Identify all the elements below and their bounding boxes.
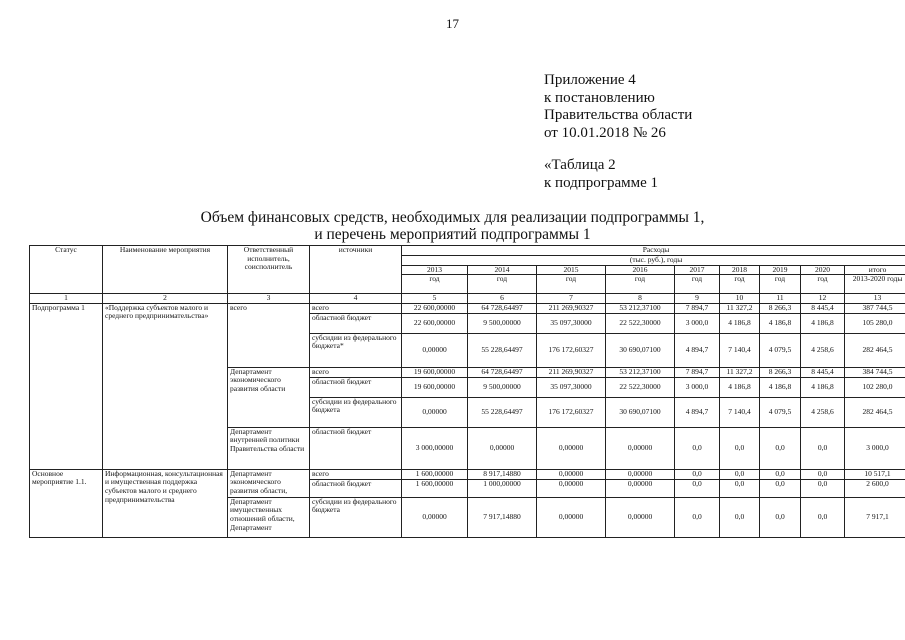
event-name-cell: «Поддержка субъектов малого и среднего предпринимательства»: [103, 303, 228, 469]
responsible-cell: всего: [228, 303, 310, 367]
table-row: [30, 303, 905, 313]
value-cell: 0,00000: [537, 427, 606, 469]
value-cell: 0,00000: [606, 469, 675, 479]
page-number: 17: [446, 16, 459, 31]
value-cell: 8 266,3: [760, 367, 801, 377]
source-cell: субсидии из федерального бюджета: [310, 497, 402, 537]
responsible-cell: Департамент экономического развития области: [228, 367, 310, 427]
value-cell: 211 269,90327: [537, 303, 606, 313]
value-cell: 7 917,14880: [468, 497, 537, 537]
header-year: 2013: [402, 265, 468, 275]
value-cell: 4 186,8: [760, 313, 801, 333]
value-cell: 53 212,37100: [606, 367, 675, 377]
value-cell: 0,0: [720, 427, 760, 469]
value-cell: 11 327,2: [720, 367, 760, 377]
value-cell: 4 894,7: [675, 397, 720, 427]
value-cell: 35 097,30000: [537, 377, 606, 397]
value-cell: 1 000,00000: [468, 479, 537, 497]
value-cell: 22 522,30000: [606, 377, 675, 397]
value-cell: 0,0: [801, 497, 845, 537]
column-number: 12: [801, 294, 845, 304]
header-year-word: год: [720, 275, 760, 294]
title-line: Объем финансовых средств, необходимых для реализации подпрограммы 1,: [200, 209, 705, 226]
value-cell: 4 258,6: [801, 397, 845, 427]
value-cell: 1 600,00000: [402, 469, 468, 479]
value-cell: 102 280,0: [845, 377, 905, 397]
value-cell: 4 186,8: [720, 377, 760, 397]
value-cell: 0,00000: [402, 497, 468, 537]
value-cell: 282 464,5: [845, 333, 905, 367]
value-cell: 0,00000: [537, 497, 606, 537]
value-cell: 4 186,8: [720, 313, 760, 333]
value-cell: 8 445,4: [801, 367, 845, 377]
header-year-word: год: [402, 275, 468, 294]
source-cell: субсидии из федерального бюджета*: [310, 333, 402, 367]
value-cell: 176 172,60327: [537, 397, 606, 427]
value-cell: 30 690,07100: [606, 397, 675, 427]
appendix-block: [544, 72, 692, 142]
value-cell: 22 522,30000: [606, 313, 675, 333]
value-cell: 4 894,7: [675, 333, 720, 367]
column-number: 11: [760, 294, 801, 304]
value-cell: 0,00000: [606, 427, 675, 469]
header-responsible: Ответственный исполнитель, соисполнитель: [228, 246, 310, 294]
value-cell: 0,0: [760, 469, 801, 479]
value-cell: 7 140,4: [720, 333, 760, 367]
status-cell: Подпрограмма 1: [30, 303, 103, 469]
column-number: 2: [103, 294, 228, 304]
value-cell: 0,0: [760, 427, 801, 469]
value-cell: 4 186,8: [801, 313, 845, 333]
value-cell: 19 600,00000: [402, 367, 468, 377]
column-number: 4: [310, 294, 402, 304]
value-cell: 4 079,5: [760, 333, 801, 367]
value-cell: 0,00000: [402, 397, 468, 427]
value-cell: 105 280,0: [845, 313, 905, 333]
source-cell: областной бюджет: [310, 479, 402, 497]
header-year-word: год: [606, 275, 675, 294]
financing-table: [29, 245, 905, 538]
appendix-line: Приложение 4: [544, 72, 636, 88]
value-cell: 4 079,5: [760, 397, 801, 427]
value-cell: 0,0: [675, 427, 720, 469]
value-cell: 3 000,00000: [402, 427, 468, 469]
value-cell: 3 000,0: [675, 377, 720, 397]
column-number: 3: [228, 294, 310, 304]
responsible-cell: Департамент экономического развития области,: [228, 469, 310, 497]
value-cell: 19 600,00000: [402, 377, 468, 397]
value-cell: 0,0: [801, 427, 845, 469]
source-cell: областной бюджет: [310, 427, 402, 469]
value-cell: 0,0: [675, 497, 720, 537]
document-title: [0, 209, 905, 243]
value-cell: 10 517,1: [845, 469, 905, 479]
value-cell: 387 744,5: [845, 303, 905, 313]
value-cell: 282 464,5: [845, 397, 905, 427]
value-cell: 53 212,37100: [606, 303, 675, 313]
value-cell: 0,0: [760, 479, 801, 497]
header-year-word: год: [468, 275, 537, 294]
value-cell: 384 744,5: [845, 367, 905, 377]
responsible-cell: Департамент внутренней политики Правительства области: [228, 427, 310, 469]
header-year-word: год: [675, 275, 720, 294]
appendix-line: Правительства области: [544, 107, 693, 123]
value-cell: 0,0: [720, 497, 760, 537]
value-cell: 30 690,07100: [606, 333, 675, 367]
value-cell: 4 258,6: [801, 333, 845, 367]
value-cell: 22 600,00000: [402, 313, 468, 333]
value-cell: 8 266,3: [760, 303, 801, 313]
value-cell: 7 140,4: [720, 397, 760, 427]
table-row: [30, 469, 905, 479]
table-reference: [544, 157, 658, 192]
value-cell: 3 000,0: [675, 313, 720, 333]
header-total-period: 2013-2020 годы: [845, 275, 905, 294]
value-cell: 9 500,00000: [468, 377, 537, 397]
value-cell: 0,0: [760, 497, 801, 537]
header-year: 2018: [720, 265, 760, 275]
value-cell: 0,0: [675, 469, 720, 479]
column-number: 6: [468, 294, 537, 304]
value-cell: 8 445,4: [801, 303, 845, 313]
source-cell: субсидии из федерального бюджета: [310, 397, 402, 427]
source-cell: всего: [310, 367, 402, 377]
value-cell: 64 728,64497: [468, 303, 537, 313]
appendix-line: к постановлению: [544, 89, 655, 106]
value-cell: 0,00000: [537, 469, 606, 479]
header-sources: источники: [310, 246, 402, 294]
value-cell: 22 600,00000: [402, 303, 468, 313]
header-expenses: Расходы: [402, 246, 905, 256]
column-number: 13: [845, 294, 905, 304]
header-units: (тыс. руб.), годы: [402, 256, 905, 266]
value-cell: 9 500,00000: [468, 313, 537, 333]
value-cell: 8 917,14880: [468, 469, 537, 479]
value-cell: 4 186,8: [801, 377, 845, 397]
column-number: 7: [537, 294, 606, 304]
value-cell: 55 228,64497: [468, 333, 537, 367]
value-cell: 0,00000: [606, 497, 675, 537]
source-cell: всего: [310, 469, 402, 479]
status-cell: Основное мероприятие 1.1.: [30, 469, 103, 537]
header-year: 2017: [675, 265, 720, 275]
header-year-word: год: [537, 275, 606, 294]
event-name-cell: Информационная, консультационная и имущественная поддержка субъектов малого и среднего предпринимательства: [103, 469, 228, 537]
value-cell: 0,0: [801, 469, 845, 479]
column-number: 9: [675, 294, 720, 304]
header-year: 2015: [537, 265, 606, 275]
value-cell: 3 000,0: [845, 427, 905, 469]
header-total: итого: [845, 265, 905, 275]
appendix-line: от 10.01.2018 № 26: [544, 124, 666, 141]
value-cell: 64 728,64497: [468, 367, 537, 377]
responsible-cell: Департамент имущественных отношений области, Департамент: [228, 497, 310, 537]
value-cell: 0,0: [720, 469, 760, 479]
value-cell: 211 269,90327: [537, 367, 606, 377]
value-cell: 1 600,00000: [402, 479, 468, 497]
header-year: 2014: [468, 265, 537, 275]
table-ref-line: «Таблица 2: [544, 157, 616, 173]
value-cell: 0,00000: [402, 333, 468, 367]
column-number: 1: [30, 294, 103, 304]
header-year: 2016: [606, 265, 675, 275]
value-cell: 0,00000: [606, 479, 675, 497]
header-status: Статус: [30, 246, 103, 294]
value-cell: 7 894,7: [675, 367, 720, 377]
source-cell: областной бюджет: [310, 377, 402, 397]
value-cell: 0,0: [720, 479, 760, 497]
header-year: 2020: [801, 265, 845, 275]
value-cell: 0,0: [801, 479, 845, 497]
value-cell: 11 327,2: [720, 303, 760, 313]
value-cell: 4 186,8: [760, 377, 801, 397]
table-ref-line: к подпрограмме 1: [544, 174, 658, 191]
value-cell: 0,00000: [468, 427, 537, 469]
value-cell: 7 917,1: [845, 497, 905, 537]
value-cell: 0,0: [675, 479, 720, 497]
column-number: 5: [402, 294, 468, 304]
source-cell: областной бюджет: [310, 313, 402, 333]
header-year-word: год: [801, 275, 845, 294]
value-cell: 55 228,64497: [468, 397, 537, 427]
value-cell: 176 172,60327: [537, 333, 606, 367]
value-cell: 2 600,0: [845, 479, 905, 497]
column-number: 10: [720, 294, 760, 304]
header-year: 2019: [760, 265, 801, 275]
source-cell: всего: [310, 303, 402, 313]
column-number: 8: [606, 294, 675, 304]
title-line: и перечень мероприятий подпрограммы 1: [314, 226, 591, 243]
value-cell: 7 894,7: [675, 303, 720, 313]
header-event-name: Наименование мероприятия: [103, 246, 228, 294]
header-year-word: год: [760, 275, 801, 294]
value-cell: 0,00000: [537, 479, 606, 497]
value-cell: 35 097,30000: [537, 313, 606, 333]
